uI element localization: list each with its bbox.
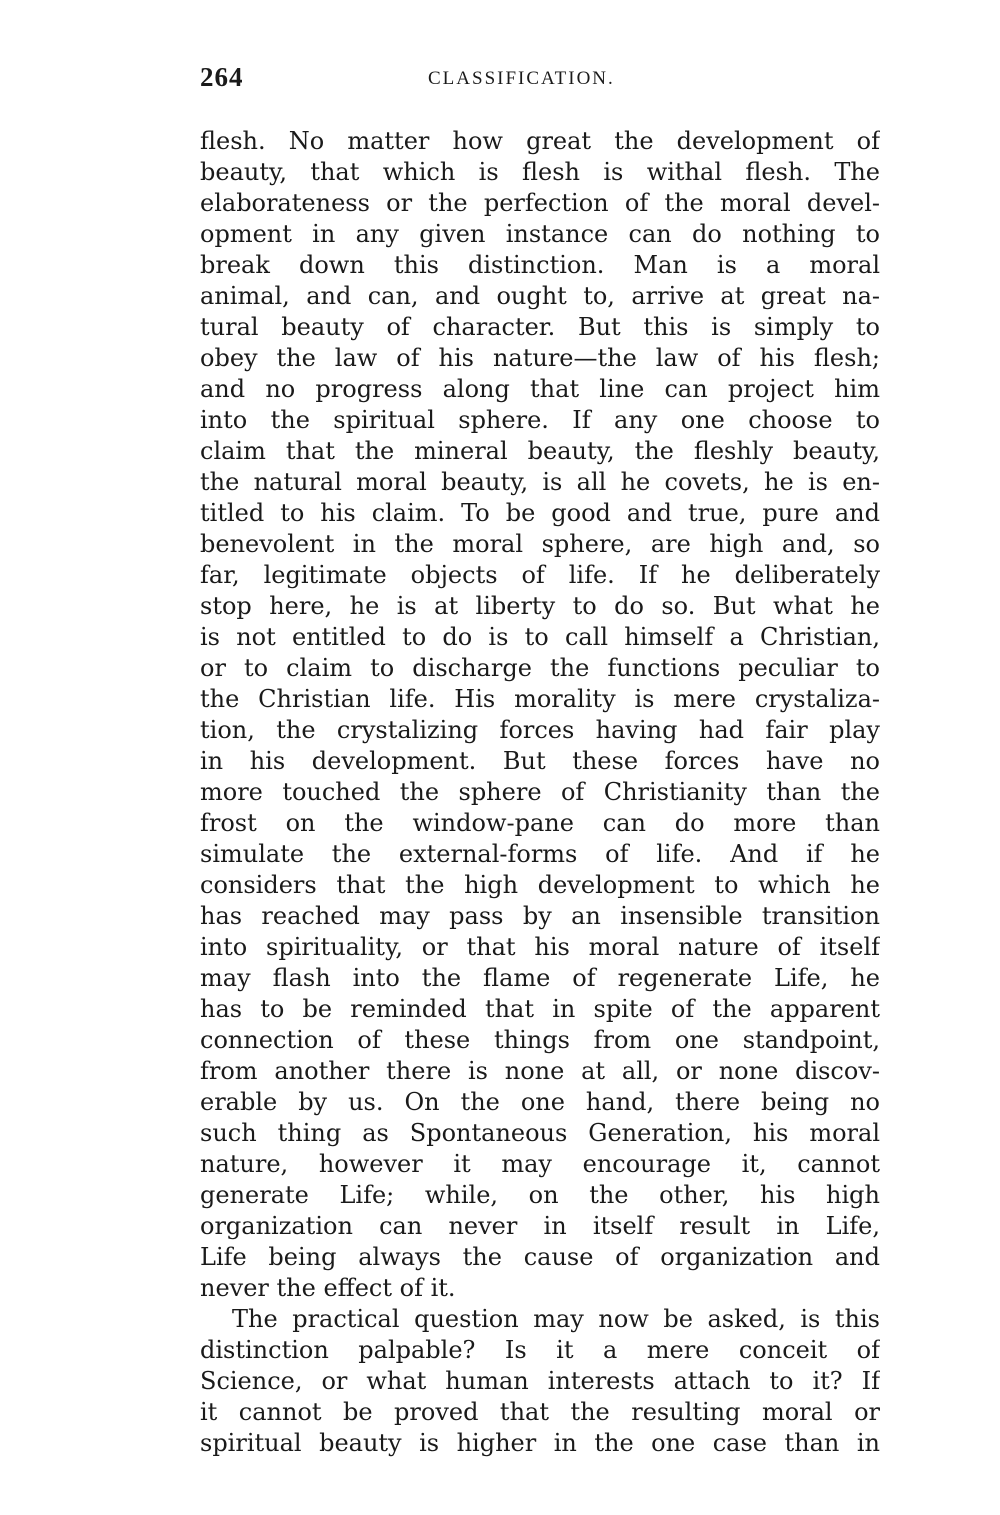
text-line: in his development. But these forces have no [200,747,880,775]
text-line: it cannot be proved that the resulting moral or [200,1398,880,1426]
text-line: erable by us. On the one hand, there being no [200,1088,880,1116]
running-title: CLASSIFICATION. [428,68,615,89]
text-line: more touched the sphere of Christianity than the [200,778,880,806]
text-line: obey the law of his nature—the law of his flesh; [200,344,880,372]
text-line: considers that the high development to which he [200,871,880,899]
text-line: The practical question may now be asked, is this [232,1305,880,1333]
text-line: opment in any given instance can do nothing to [200,220,880,248]
text-line: organization can never in itself result in Life, [200,1212,880,1240]
text-line: tural beauty of character. But this is simply to [200,313,880,341]
text-line: and no progress along that line can project him [200,375,880,403]
text-line: may flash into the flame of regenerate Life, he [200,964,880,992]
text-line: tion, the crystalizing forces having had fair play [200,716,880,744]
text-line: from another there is none at all, or none discov- [200,1057,880,1085]
text-line: flesh. No matter how great the development of [200,127,880,155]
text-line: is not entitled to do is to call himself a Christian, [200,623,880,651]
text-line: titled to his claim. To be good and true, pure and [200,499,880,527]
text-line: elaborateness or the perfection of the moral devel- [200,189,880,217]
body-text [200,126,880,1459]
text-line: nature, however it may encourage it, cannot [200,1150,880,1178]
text-line: connection of these things from one standpoint, [200,1026,880,1054]
text-line: generate Life; while, on the other, his high [200,1181,880,1209]
text-line: never the effect of it. [200,1274,456,1302]
text-line: stop here, he is at liberty to do so. But what he [200,592,880,620]
text-line: has to be reminded that in spite of the apparent [200,995,880,1023]
text-line: beauty, that which is flesh is withal flesh. The [200,158,880,186]
text-line: the natural moral beauty, is all he covets, he is en- [200,468,880,496]
text-line: spiritual beauty is higher in the one case than in [200,1429,880,1457]
text-line: into spirituality, or that his moral nature of itself [200,933,880,961]
text-line: simulate the external-forms of life. And if he [200,840,880,868]
page-number: 264 [200,62,244,92]
text-line: benevolent in the moral sphere, are high and, so [200,530,880,558]
text-line: claim that the mineral beauty, the fleshly beauty, [200,437,880,465]
text-line: Science, or what human interests attach to it? If [200,1367,880,1395]
text-line: has reached may pass by an insensible transition [200,902,880,930]
text-line: into the spiritual sphere. If any one choose to [200,406,880,434]
text-line: such thing as Spontaneous Generation, his moral [200,1119,880,1147]
text-line: Life being always the cause of organization and [200,1243,880,1271]
text-line: or to claim to discharge the functions peculiar to [200,654,880,682]
page-header [200,62,880,96]
text-line: frost on the window-pane can do more than [200,809,880,837]
text-line: far, legitimate objects of life. If he deliberately [200,561,880,589]
text-line: the Christian life. His morality is mere crystaliza- [200,685,880,713]
text-line: break down this distinction. Man is a moral [200,251,880,279]
text-line: animal, and can, and ought to, arrive at great na- [200,282,880,310]
text-line: distinction palpable? Is it a mere conceit of [200,1336,880,1364]
